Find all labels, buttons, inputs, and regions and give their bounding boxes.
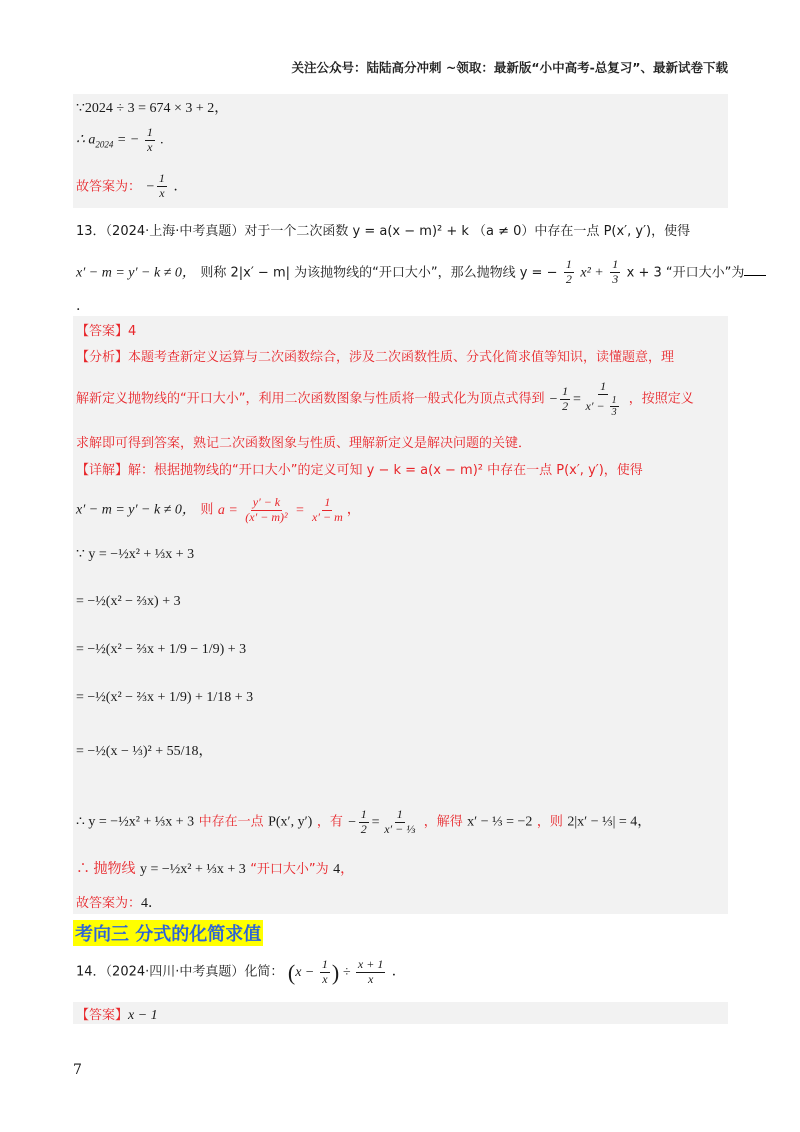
q13-answer: 【答案】4 <box>76 324 137 339</box>
q13-line-2: x′ − m = y′ − k ≠ 0， 则称 2|x′ − m| 为该抛物线的“开口大小”，那么抛物线 y = − $\frac{1}{2}$ x² + $\frac{1}{3}$ x + 3 “开口大小”为 <box>76 258 766 287</box>
q13-line-1: 13．（2024·上海·中考真题）对于一个二次函数 y = a(x − m)² + k （a ≠ 0）中存在一点 P(x′, y′)，使得 <box>76 224 691 239</box>
q13-step-4: = −½(x² − ⅔x + 1/9) + 1/18 + 3 <box>76 690 254 705</box>
q13-step-3: = −½(x² − ⅔x + 1/9 − 1/9) + 3 <box>76 642 247 657</box>
q13-analysis-1: 【分析】本题考查新定义运算与二次函数综合，涉及二次函数性质、分式化简求值等知识，读懂题意，理 <box>76 350 675 365</box>
q13-line-3: . <box>76 298 81 314</box>
prev-line-1: ∵2024 ÷ 3 = 674 × 3 + 2， <box>76 101 229 116</box>
q13-conclusion-1: ∴ y = −½x² + ⅓x + 3 中存在一点 P(x′, y′) ，有 − $\frac{1}{2}$ = $\frac{1}{\text{x′ − ⅓}}$ ，解得 x′ − ⅓ = −2 ，则 2|x′ − ⅓| = 4， <box>76 807 652 836</box>
q13-conclusion-2: ∴ 抛物线 y = −½x² + ⅓x + 3 “开口大小”为 4， <box>76 861 355 877</box>
q13-step-2: = −½(x² − ⅔x) + 3 <box>76 594 181 609</box>
q13-step-1: ∵ y = −½x² + ⅓x + 3 <box>76 547 195 562</box>
q14-answer-block <box>73 1002 728 1024</box>
q13-detail-2: x′ − m = y′ − k ≠ 0， 则 a = $\frac{y' - k}{\text{(x′ − m)²}}$ = $\frac{1}{x' - m}$ ， <box>76 495 361 524</box>
q13-analysis-3: 求解即可得到答案，熟记二次函数图象与性质、理解新定义是解决问题的关键． <box>76 436 532 451</box>
q13-final-answer: 故答案为：4． <box>76 895 163 911</box>
prev-answer: 故答案为： − $\frac{1}{x}$ . <box>76 171 178 200</box>
q13-analysis-2: 解新定义抛物线的“开口大小”，利用二次函数图象与性质将一般式化为顶点式得到 − $\frac{1}{2}$ = 1 x′ − $\frac{1}{3}$ ，按照定义 <box>76 379 694 419</box>
page-header: 关注公众号：陆陆高分冲刺 ~领取：最新版“小中高考-总复习”、最新试卷下载 <box>291 60 728 75</box>
q14-line: 14．（2024·四川·中考真题）化简： (x − $\frac{1}{x}$ ) ÷ $\frac{x + 1}{x}$ ． <box>76 957 406 986</box>
prev-line-2: ∴ $a_{2024}$ = − $\frac{1}{x}$ . <box>76 125 164 154</box>
q14-answer: 【答案】x − 1 <box>76 1008 158 1023</box>
q13-step-5: = −½(x − ⅓)² + 55/18， <box>76 744 213 759</box>
section-heading: 考向三 分式的化简求值 <box>73 920 263 946</box>
q13-detail-1: 【详解】解：根据抛物线的“开口大小”的定义可知 y − k = a(x − m)² 中存在一点 P(x′, y′)，使得 <box>76 463 643 478</box>
page-number: 7 <box>73 1062 82 1078</box>
